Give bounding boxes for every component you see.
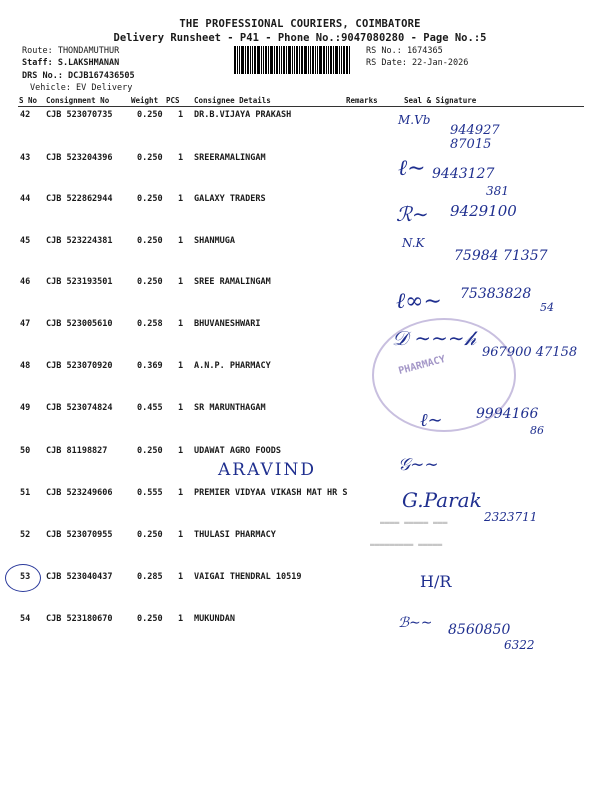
row-consignee: BHUVANESHWARI [194, 319, 261, 329]
row-consignment-no: CJB 81198827 [46, 446, 108, 456]
row-consignee: PREMIER VIDYAA VIKASH MAT HR S [194, 488, 348, 498]
row-weight: 0.285 [137, 572, 163, 582]
rs-date: RS Date: 22-Jan-2026 [366, 58, 469, 68]
runsheet-title: Delivery Runsheet - P41 - Phone No.:9047080280 - Page No.:5 [113, 32, 487, 44]
row-pcs: 1 [178, 110, 184, 120]
row-weight: 0.250 [137, 153, 163, 163]
handwritten-49b: 86 [530, 424, 544, 437]
col-consignment: Consignment No [46, 96, 110, 105]
row-53-circle [5, 564, 41, 592]
row-weight: 0.250 [137, 614, 163, 624]
row-consignment-no: CJB 523193501 [46, 277, 113, 287]
col-pcs: PCS [166, 96, 180, 105]
row-pcs: 1 [178, 614, 184, 624]
col-remarks: Remarks [346, 96, 378, 105]
rs-number: RS No.: 1674365 [366, 46, 443, 56]
row-sno: 51 [20, 488, 31, 498]
barcode [234, 46, 362, 74]
row-pcs: 1 [178, 236, 184, 246]
signature-45: N.K [402, 236, 425, 250]
handwritten-49: 9994166 [476, 406, 539, 422]
handwritten-46: 75383828 [460, 286, 532, 302]
col-sno: S No [19, 96, 38, 105]
handwritten-43: 9443127 [432, 166, 495, 182]
col-consignee: Consignee Details [194, 96, 271, 105]
row-consignee: SHANMUGA [194, 236, 235, 246]
row-weight: 0.369 [137, 361, 163, 371]
row-pcs: 1 [178, 403, 184, 413]
faint-stamp-mark: ▬▬▬▬ ▬▬▬▬▬ ▬▬▬ [380, 518, 448, 527]
handwritten-54b: 6322 [504, 638, 535, 652]
handwritten-45: 75984 71357 [454, 248, 548, 264]
signature-43: ℓ∼ [398, 156, 426, 181]
row-consignee: GALAXY TRADERS [194, 194, 266, 204]
row-sno: 49 [20, 403, 31, 413]
signature-51: G.Parak [402, 488, 482, 512]
drs-number: DRS No.: DCJB167436505 [22, 71, 135, 81]
row-consignment-no: CJB 523224381 [46, 236, 113, 246]
signature-44: ℛ∼ [396, 202, 429, 226]
row-sno: 46 [20, 277, 31, 287]
row-sno: 53 [20, 572, 31, 582]
row-sno: 52 [20, 530, 31, 540]
row-pcs: 1 [178, 446, 184, 456]
row-weight: 0.258 [137, 319, 163, 329]
vehicle-label: Vehicle: EV Delivery [30, 83, 133, 93]
row-consignee: UDAWAT AGRO FOODS [194, 446, 281, 456]
handwritten-44: 9429100 [450, 202, 517, 220]
row-pcs: 1 [178, 194, 184, 204]
company-title: THE PROFESSIONAL COURIERS, COIMBATORE [179, 18, 421, 30]
row-consignment-no: CJB 523204396 [46, 153, 113, 163]
row-sno: 47 [20, 319, 31, 329]
row-consignee: A.N.P. PHARMACY [194, 361, 271, 371]
route-label: Route: THONDAMUTHUR [22, 46, 120, 56]
row-pcs: 1 [178, 277, 184, 287]
row-sno: 54 [20, 614, 31, 624]
signature-54: ℬ∼∼ [398, 615, 433, 631]
col-weight: Weight [131, 96, 159, 105]
row-sno: 43 [20, 153, 31, 163]
faint-stamp-mark: ▬▬▬▬▬▬▬▬▬ ▬▬▬▬▬ [370, 540, 443, 549]
row-weight: 0.250 [137, 110, 163, 120]
row-weight: 0.250 [137, 236, 163, 246]
row-consignment-no: CJB 523249606 [46, 488, 113, 498]
header-divider [18, 106, 584, 107]
row-pcs: 1 [178, 153, 184, 163]
handwritten-43b: 381 [486, 184, 509, 198]
row-consignee: DR.B.VIJAYA PRAKASH [194, 110, 292, 120]
signature-42: M.Vb [398, 113, 431, 127]
signature-47: 𝒟 ∼∼∼𝒽 [392, 326, 477, 350]
row-consignment-no: CJB 523074824 [46, 403, 113, 413]
row-consignment-no: CJB 523070955 [46, 530, 113, 540]
row-pcs: 1 [178, 361, 184, 371]
row-pcs: 1 [178, 488, 184, 498]
row-sno: 50 [20, 446, 31, 456]
handwritten-54: 8560850 [448, 622, 511, 638]
row-weight: 0.250 [137, 446, 163, 456]
row-consignee: MUKUNDAN [194, 614, 235, 624]
row-consignee: THULASI PHARMACY [194, 530, 276, 540]
handwritten-51: 2323711 [484, 510, 538, 524]
row-sno: 48 [20, 361, 31, 371]
handwritten-46b: 54 [540, 301, 554, 314]
row-consignee: SR MARUNTHAGAM [194, 403, 266, 413]
signature-53: H/R [420, 572, 452, 591]
row-weight: 0.250 [137, 530, 163, 540]
row-sno: 42 [20, 110, 31, 120]
row-sno: 45 [20, 236, 31, 246]
table-row [0, 572, 600, 614]
signature-46: ℓ∞∼ [396, 289, 442, 314]
row-pcs: 1 [178, 319, 184, 329]
signature-49: ℓ∼ [420, 410, 443, 431]
handwritten-42: 944927 87015 [450, 123, 500, 152]
row-pcs: 1 [178, 572, 184, 582]
col-seal: Seal & Signature [404, 96, 477, 105]
table-row [0, 153, 600, 195]
handwritten-48: 967900 47158 [482, 345, 578, 360]
row-pcs: 1 [178, 530, 184, 540]
table-row [0, 530, 600, 572]
row-weight: 0.250 [137, 277, 163, 287]
row-weight: 0.250 [137, 194, 163, 204]
row-consignment-no: CJB 523005610 [46, 319, 113, 329]
row-sno: 44 [20, 194, 31, 204]
signature-50: 𝒢∼∼ [398, 455, 439, 475]
row-consignment-no: CJB 523070920 [46, 361, 113, 371]
stamp-label: PHARMACY [397, 353, 447, 378]
row-consignment-no: CJB 523180670 [46, 614, 113, 624]
row-weight: 0.455 [137, 403, 163, 413]
row-consignee: SREE RAMALINGAM [194, 277, 271, 287]
row-weight: 0.555 [137, 488, 163, 498]
row-consignment-no: CJB 523070735 [46, 110, 113, 120]
row-consignment-no: CJB 523040437 [46, 572, 113, 582]
handwritten-name-50: ARAVIND [218, 460, 317, 480]
row-consignee: SREERAMALINGAM [194, 153, 266, 163]
row-consignment-no: CJB 522862944 [46, 194, 113, 204]
row-consignee: VAIGAI THENDRAL 10519 [194, 572, 302, 582]
staff-label: Staff: S.LAKSHMANAN [22, 58, 120, 68]
